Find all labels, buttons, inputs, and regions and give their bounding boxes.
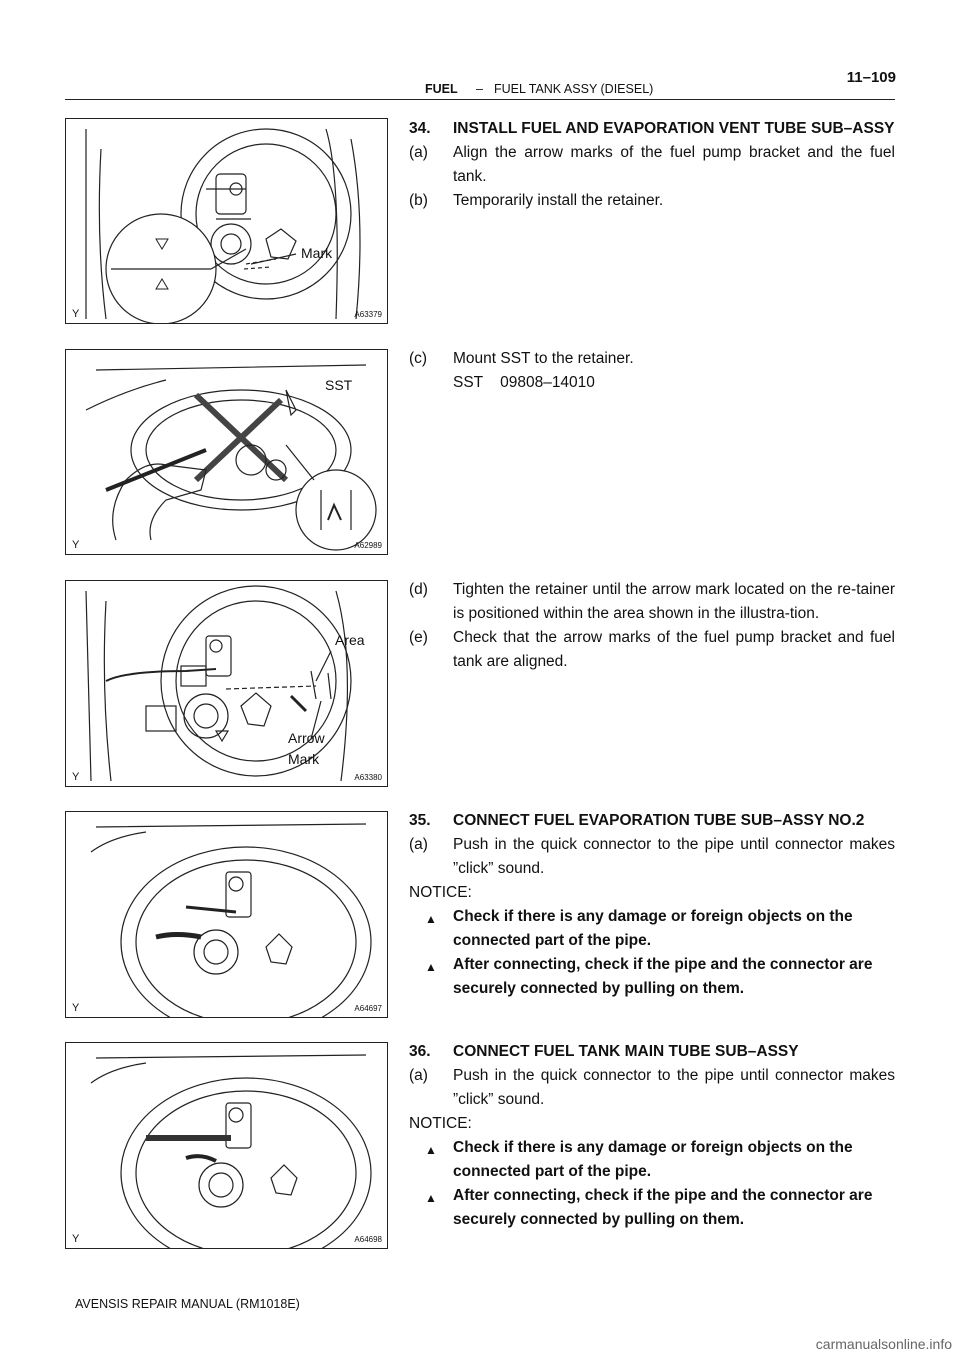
notice-text: After connecting, check if the pipe and the connector are securely connected by pulling on them. <box>453 1187 873 1228</box>
substep-letter: (a) <box>409 144 428 161</box>
notice-bullet <box>409 1136 895 1184</box>
substep-text: Push in the quick connector to the pipe until connector makes ”click” sound. <box>453 1067 895 1108</box>
header-section: FUEL <box>425 82 458 96</box>
notice-text: Check if there is any damage or foreign objects on the connected part of the pipe. <box>453 1139 853 1180</box>
figure-y-mark: Y <box>72 308 80 320</box>
figure-label-area: Area <box>335 632 365 648</box>
step-number: 35. <box>409 812 431 829</box>
substep-text: Tighten the retainer until the arrow mark located on the re-tainer is positioned within the area shown in the illustra-tion. <box>453 581 895 622</box>
watermark: carmanualsonline.info <box>815 1336 952 1352</box>
header-subsection: FUEL TANK ASSY (DIESEL) <box>494 82 654 96</box>
main-tube-connector-illustration <box>66 1043 388 1249</box>
figure-label-sst: SST <box>325 377 353 393</box>
step-34-heading <box>409 117 895 141</box>
figure-code: A63379 <box>354 310 382 319</box>
step-36-block <box>409 1040 895 1232</box>
substep-letter: (e) <box>409 629 428 646</box>
figure-code: A62989 <box>354 541 382 550</box>
notice-bullet <box>409 1184 895 1232</box>
footer-manual-id: AVENSIS REPAIR MANUAL (RM1018E) <box>75 1297 300 1311</box>
header-rule <box>65 99 895 100</box>
step-number: 34. <box>409 120 431 137</box>
substep-text: Push in the quick connector to the pipe until connector makes ”click” sound. <box>453 836 895 877</box>
notice-label: NOTICE: <box>409 884 472 901</box>
step-35-heading <box>409 809 895 833</box>
substep-b <box>409 189 895 213</box>
figure-label-mark: Mark <box>301 245 333 261</box>
triangle-bullet-icon: ▲ <box>425 1143 437 1157</box>
header-separator: – <box>476 82 483 96</box>
figure-label-arrow: Arrow <box>288 730 325 746</box>
substep-e <box>409 626 895 674</box>
step-number: 36. <box>409 1043 431 1060</box>
figure-y-mark: Y <box>72 1233 80 1245</box>
figure-mount-sst <box>65 349 388 555</box>
substep-a <box>409 1064 895 1112</box>
evap-tube-connector-illustration <box>66 812 388 1018</box>
figure-code: A64698 <box>354 1235 382 1244</box>
substep-letter: (c) <box>409 350 428 367</box>
substep-letter: (d) <box>409 581 428 598</box>
figure-y-mark: Y <box>72 1002 80 1014</box>
step-36-heading <box>409 1040 895 1064</box>
substep-d <box>409 578 895 626</box>
substep-text: Mount SST to the retainer. <box>453 350 634 367</box>
figure-code: A64697 <box>354 1004 382 1013</box>
substep-letter: (a) <box>409 836 428 853</box>
step-35-block <box>409 809 895 1001</box>
substep-a <box>409 141 895 189</box>
step-title: INSTALL FUEL AND EVAPORATION VENT TUBE SUB–ASSY <box>453 120 895 137</box>
figure-retainer-area <box>65 580 388 787</box>
step-34-block <box>409 117 895 213</box>
substep-text: Check that the arrow marks of the fuel pump bracket and fuel tank are aligned. <box>453 629 895 670</box>
fuel-pump-mark-illustration <box>66 119 388 324</box>
notice-bullet <box>409 953 895 1001</box>
step-34-c-block <box>409 347 895 395</box>
step-title: CONNECT FUEL TANK MAIN TUBE SUB–ASSY <box>453 1043 799 1060</box>
figure-fuel-pump-mark <box>65 118 388 324</box>
sst-number: SST 09808–14010 <box>453 374 595 391</box>
figure-y-mark: Y <box>72 539 80 551</box>
page-number: 11–109 <box>846 69 896 86</box>
step-34-de-block <box>409 578 895 674</box>
figure-main-tube-connector <box>65 1042 388 1249</box>
retainer-area-illustration <box>66 581 388 787</box>
notice-label: NOTICE: <box>409 1115 472 1132</box>
figure-code: A63380 <box>354 773 382 782</box>
substep-text: Align the arrow marks of the fuel pump bracket and the fuel tank. <box>453 144 895 185</box>
figure-evap-tube-connector <box>65 811 388 1018</box>
figure-y-mark: Y <box>72 771 80 783</box>
substep-text: Temporarily install the retainer. <box>453 192 664 209</box>
substep-letter: (a) <box>409 1067 428 1084</box>
notice-text: After connecting, check if the pipe and the connector are securely connected by pulling on them. <box>453 956 873 997</box>
figure-label-mark: Mark <box>288 751 320 767</box>
notice-text: Check if there is any damage or foreign objects on the connected part of the pipe. <box>453 908 853 949</box>
triangle-bullet-icon: ▲ <box>425 912 437 926</box>
triangle-bullet-icon: ▲ <box>425 1191 437 1205</box>
notice-bullet <box>409 905 895 953</box>
step-title: CONNECT FUEL EVAPORATION TUBE SUB–ASSY NO.2 <box>453 812 865 829</box>
substep-a <box>409 833 895 881</box>
substep-letter: (b) <box>409 192 428 209</box>
triangle-bullet-icon: ▲ <box>425 960 437 974</box>
substep-c <box>409 347 895 371</box>
